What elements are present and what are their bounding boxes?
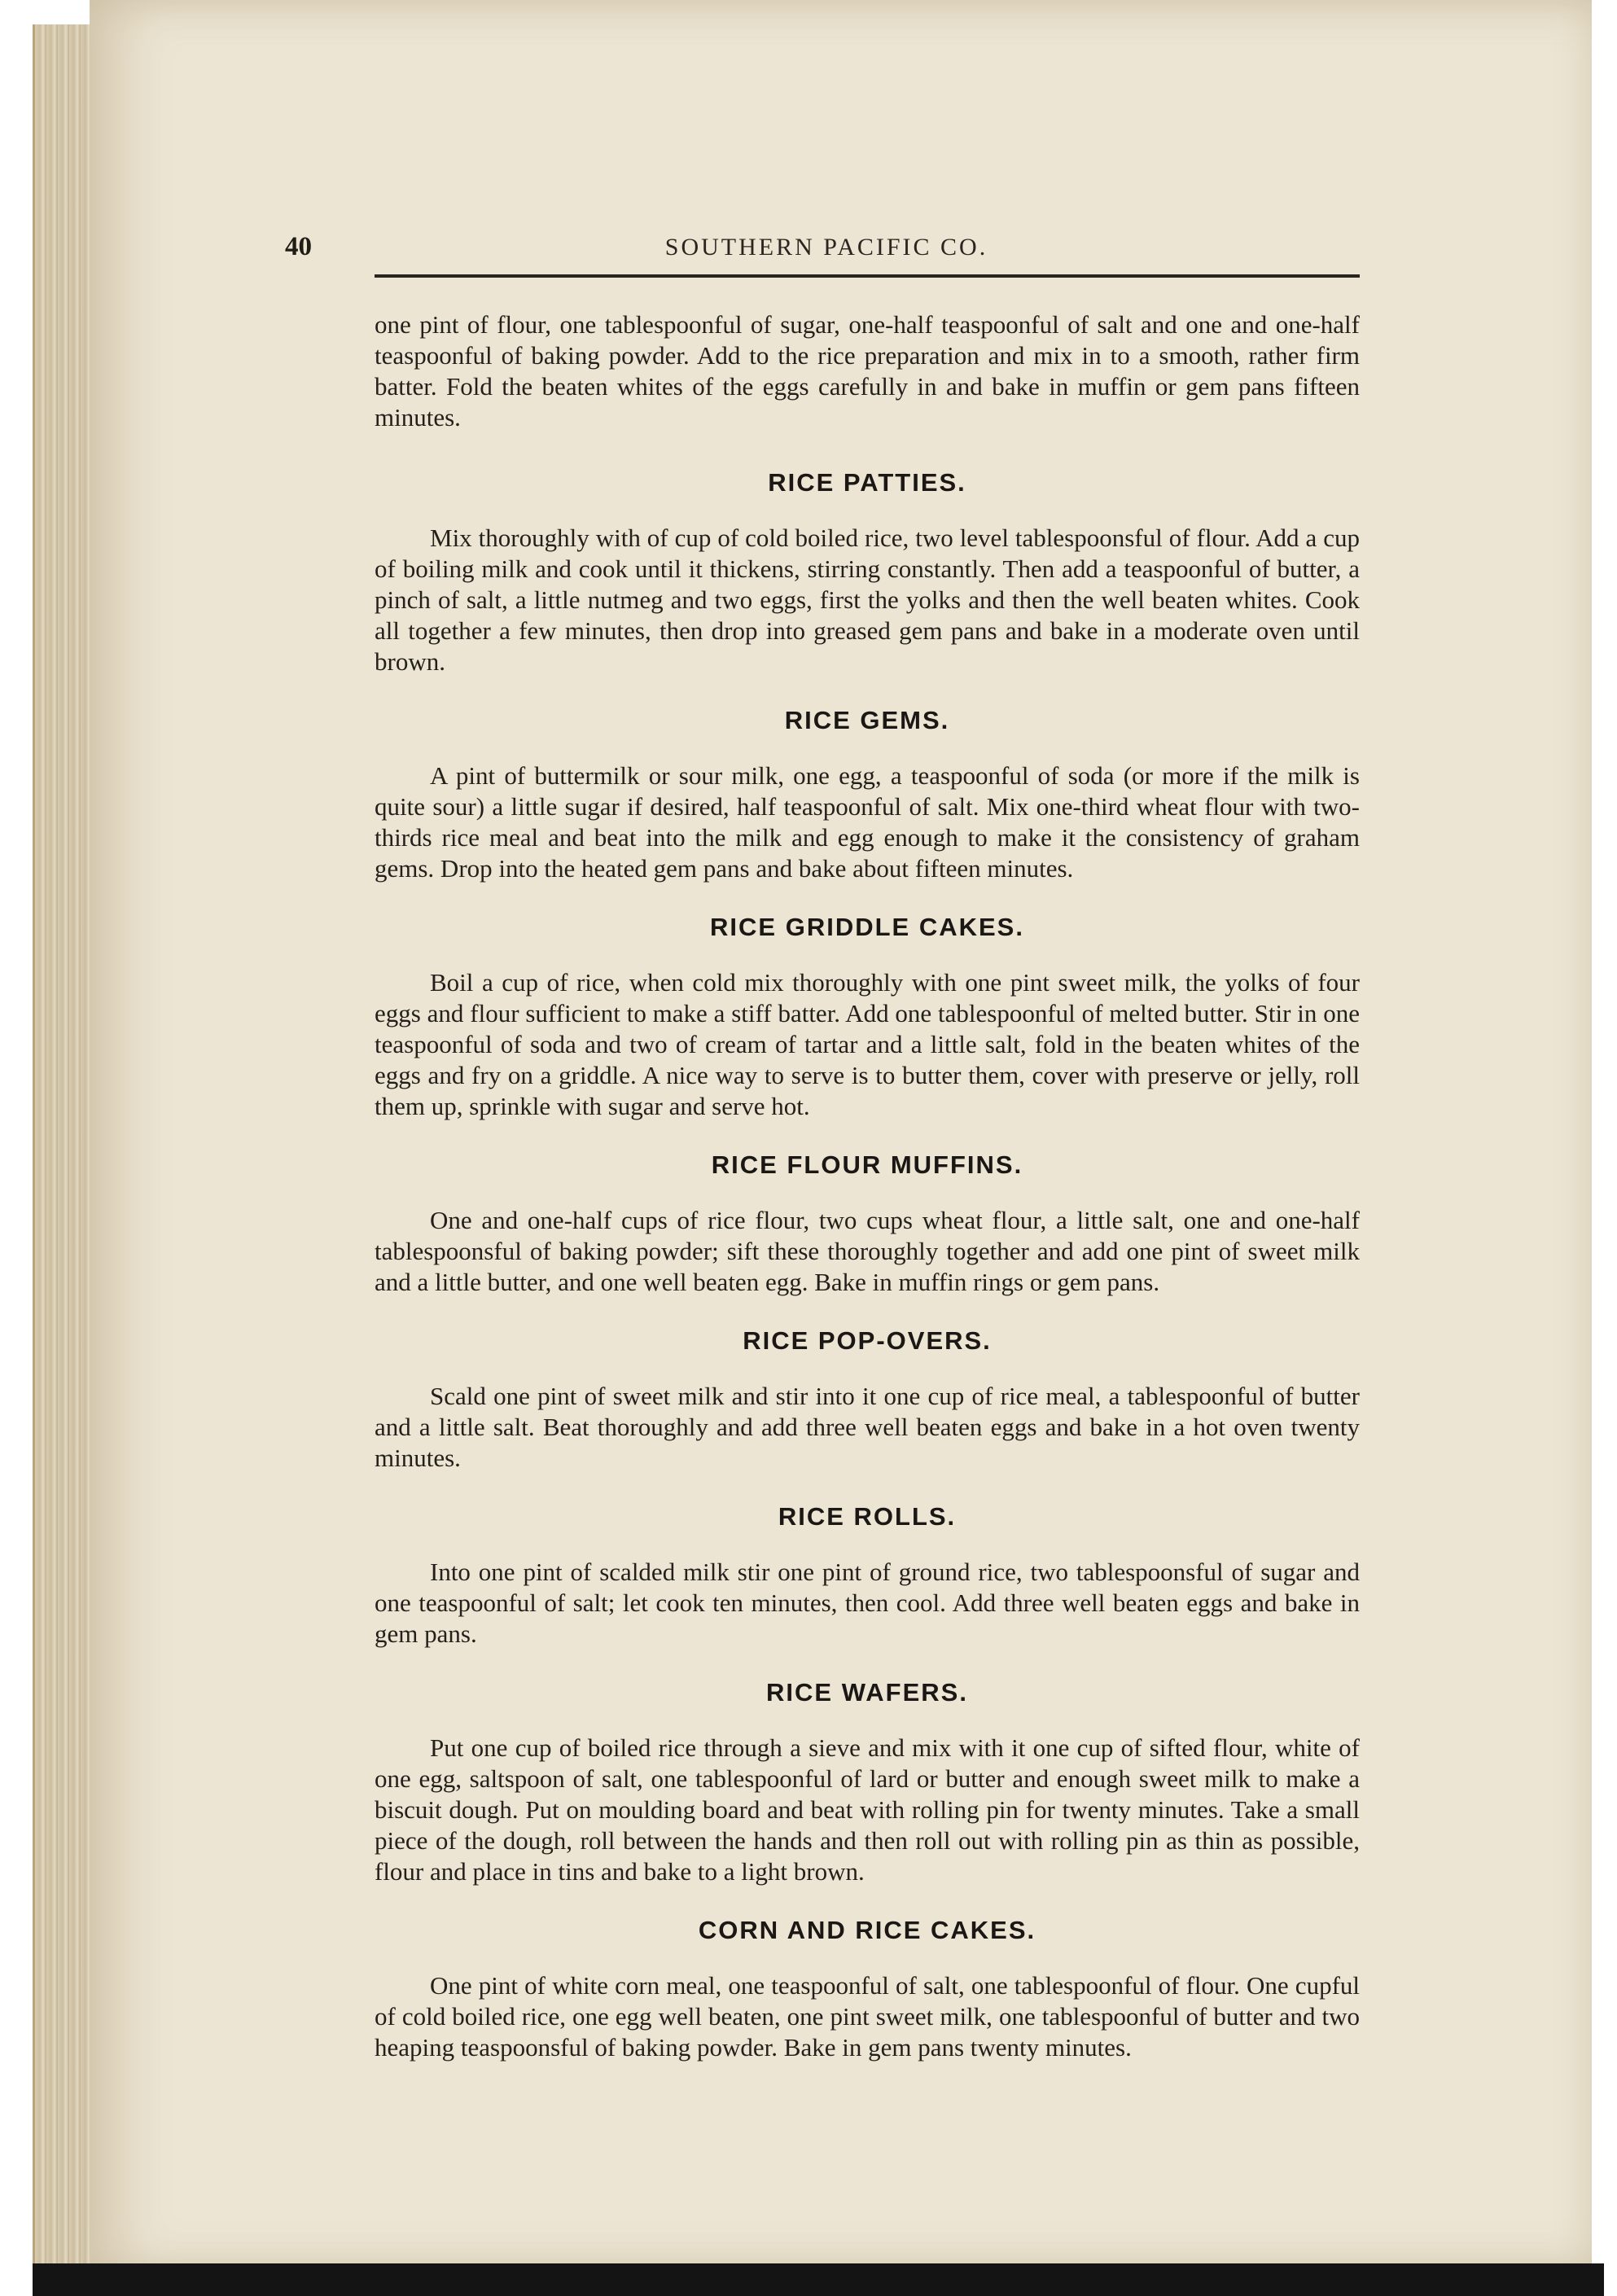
recipe-body: Mix thoroughly with of cup of cold boiled rice, two level tablespoonsful of flour. Add a cup of boiling milk and cook until it thickens, stirring constantly. Then add a teaspoonful of butter, a pinch of salt, a little nutmeg and two eggs, first the yolks and then the well beaten whites. Cook all together a few minutes, then drop into greased gem pans and bake in a moderate oven until brown. — [375, 524, 1360, 676]
page-number: 40 — [285, 232, 312, 261]
recipe-title: RICE PATTIES. — [768, 468, 966, 497]
recipe-body: Scald one pint of sweet milk and stir into it one cup of rice meal, a tablespoonful of butter and a little salt. Beat thoroughly and add three well beaten eggs and bake in a hot oven twenty minutes. — [375, 1382, 1360, 1472]
recipe-body: A pint of buttermilk or sour milk, one egg, a teaspoonful of soda (or more if the milk is quite sour) a little sugar if desired, half teaspoonful of salt. Mix one-third wheat flour with two-thirds rice meal and beat into the milk and egg enough to make it the consistency of graham gems. Drop into the heated gem pans and bake about fifteen minutes. — [375, 761, 1360, 883]
page-content — [375, 309, 1360, 2091]
recipe-title: RICE FLOUR MUFFINS. — [711, 1150, 1023, 1179]
recipe-body: Into one pint of scalded milk stir one pint of ground rice, two tablespoonsful of sugar and one teaspoonful of salt; let cook ten minutes, then cool. Add three well beaten eggs and bake in gem pans. — [375, 1558, 1360, 1648]
recipe-rice-wafers — [375, 1677, 1360, 1887]
recipe-rice-flour-muffins — [375, 1150, 1360, 1298]
recipe-title: RICE WAFERS. — [766, 1678, 968, 1707]
recipe-title: RICE GEMS. — [784, 706, 950, 734]
recipe-rice-griddle-cakes — [375, 912, 1360, 1122]
recipe-body: Put one cup of boiled rice through a sieve and mix with it one cup of sifted flour, white of one egg, saltspoon of salt, one tablespoonful of lard or butter and enough sweet milk to make a biscuit dough. Put on moulding board and beat with rolling pin for twenty minutes. Take a small piece of the dough, roll between the hands and then roll out with rolling pin as thin as possible, flour and place in tins and bake to a light brown. — [375, 1733, 1360, 1886]
recipe-title: RICE POP-OVERS. — [743, 1326, 992, 1355]
recipe-body: Boil a cup of rice, when cold mix thoroughly with one pint sweet milk, the yolks of four eggs and flour sufficient to make a stiff batter. Add one tablespoonful of melted butter. Stir in one teaspoonful of soda and two of cream of tartar and a little salt, fold in the beaten whites of the eggs and fry on a griddle. A nice way to serve is to butter them, cover with preserve or jelly, roll them up, sprinkle with sugar and serve hot. — [375, 968, 1360, 1120]
recipe-body: One pint of white corn meal, one teaspoonful of salt, one tablespoonful of flour. One cupful of cold boiled rice, one egg well beaten, one pint sweet milk, one tablespoonful of butter and two heaping teaspoonsful of baking powder. Bake in gem pans twenty minutes. — [375, 1971, 1360, 2062]
recipe-title: RICE ROLLS. — [778, 1502, 957, 1531]
recipe-rice-gems — [375, 705, 1360, 884]
running-header — [285, 232, 1368, 281]
running-header-title: SOUTHERN PACIFIC CO. — [664, 234, 988, 261]
recipe-rice-patties — [375, 467, 1360, 677]
recipe-corn-and-rice-cakes — [375, 1915, 1360, 2063]
recipe-rice-pop-overs — [375, 1325, 1360, 1474]
continued-paragraph: one pint of flour, one tablespoonful of sugar, one-half teaspoonful of salt and one and one-half teaspoonful of baking powder. Add to the rice preparation and mix in to a smooth, rather firm batter. Fold the beaten whites of the eggs carefully in and bake in muffin or gem pans fifteen minutes. — [375, 310, 1360, 432]
page-bottom-shadow — [33, 2263, 1604, 2296]
recipe-rice-rolls — [375, 1501, 1360, 1650]
recipe-title: RICE GRIDDLE CAKES. — [710, 913, 1024, 941]
recipe-title: CORN AND RICE CAKES. — [698, 1916, 1036, 1944]
recipe-body: One and one-half cups of rice flour, two cups wheat flour, a little salt, one and one-half tablespoonsful of baking powder; sift these thoroughly together and add one pint of sweet milk and a little butter, and one well beaten egg. Bake in muffin rings or gem pans. — [375, 1206, 1360, 1296]
header-rule — [375, 274, 1360, 278]
